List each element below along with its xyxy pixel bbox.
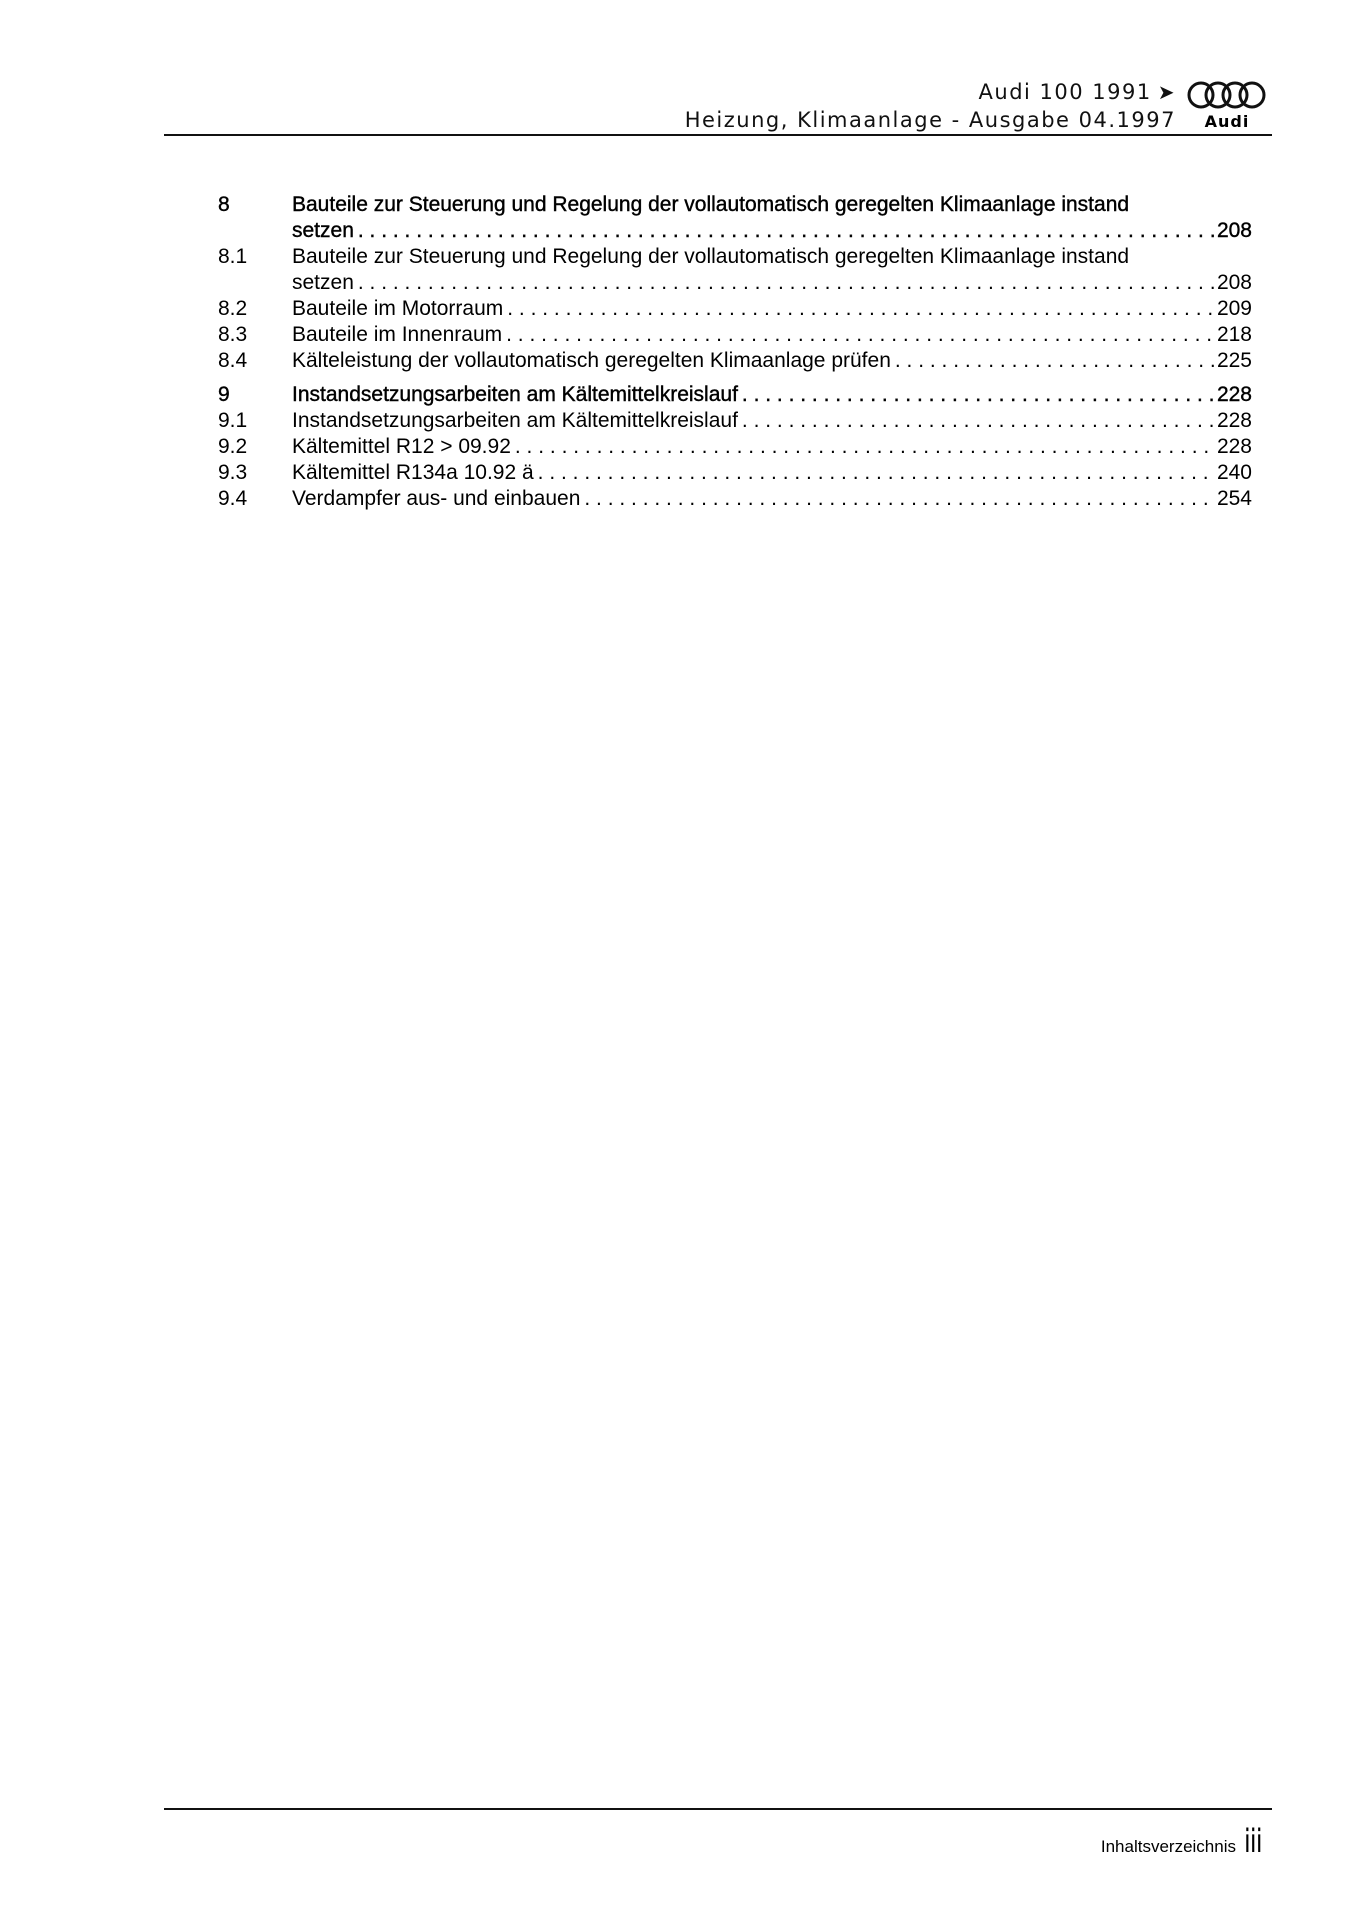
toc-entry-number: 9.4	[218, 487, 248, 510]
toc-entry-leader-line	[292, 348, 1252, 374]
toc-entry-title: setzen	[292, 219, 354, 242]
toc-dot-leader	[742, 382, 1215, 408]
page-footer	[1101, 1822, 1272, 1860]
toc-entry-body	[292, 348, 1252, 374]
footer-section-label: Inhaltsverzeichnis	[1100, 1837, 1236, 1856]
toc-entry-title: Instandsetzungsarbeiten am Kältemittelkreislauf	[292, 383, 738, 406]
toc-dot-leader	[742, 408, 1215, 434]
toc-entry[interactable]	[218, 348, 1252, 374]
header-subtitle: Heizung, Klimaanlage - Ausgabe 04.1997	[684, 108, 1176, 132]
header-divider	[164, 134, 1272, 136]
page-header	[164, 72, 1272, 138]
toc-entry-leader-line	[292, 296, 1252, 322]
toc-entry[interactable]	[218, 486, 1252, 512]
toc-entry-body	[292, 192, 1252, 244]
toc-entry-page: 225	[1216, 349, 1252, 372]
toc-dot-leader	[506, 322, 1215, 348]
toc-entry-page: 228	[1216, 409, 1252, 432]
toc-entry-title-line: Bauteile zur Steuerung und Regelung der vollautomatisch geregelten Klimaanlage instand	[292, 193, 1130, 216]
toc-entry-number: 8.2	[218, 297, 248, 320]
footer-page-number: iii	[1244, 1822, 1262, 1860]
toc-entry-leader-line	[292, 270, 1252, 296]
toc-entry[interactable]	[218, 296, 1252, 322]
toc-dot-leader	[515, 434, 1215, 460]
header-text	[685, 78, 1176, 134]
toc-entry-body	[292, 408, 1252, 434]
toc-entry-leader-line	[292, 382, 1252, 408]
four-rings-icon	[1182, 80, 1272, 112]
toc-entry-page: 218	[1216, 323, 1252, 346]
toc-entry-page: 240	[1216, 461, 1252, 484]
toc-entry[interactable]	[218, 460, 1252, 486]
toc-entry-page: 208	[1216, 271, 1252, 294]
toc-dot-leader	[358, 218, 1215, 244]
table-of-contents	[218, 192, 1252, 512]
brand-wordmark: Audi	[1204, 112, 1250, 131]
toc-entry-body	[292, 434, 1252, 460]
toc-entry-number: 8	[218, 193, 230, 216]
toc-entry-number: 8.1	[218, 245, 248, 268]
toc-entry-leader-line	[292, 218, 1252, 244]
toc-entry-body	[292, 296, 1252, 322]
toc-entry[interactable]	[218, 322, 1252, 348]
toc-dot-leader	[507, 296, 1215, 322]
toc-entry[interactable]	[218, 434, 1252, 460]
toc-entry-leader-line	[292, 434, 1252, 460]
toc-entry-number: 9.1	[218, 409, 248, 432]
header-model-text: Audi 100 1991	[978, 80, 1152, 104]
toc-entry-body	[292, 382, 1252, 408]
toc-entry-number: 9.2	[218, 435, 248, 458]
toc-entry-body	[292, 244, 1252, 296]
toc-entry[interactable]	[218, 244, 1252, 296]
toc-entry[interactable]	[218, 382, 1252, 408]
toc-entry-title-line: Bauteile zur Steuerung und Regelung der vollautomatisch geregelten Klimaanlage instand	[292, 245, 1130, 268]
footer-divider	[164, 1808, 1272, 1810]
toc-entry-page: 209	[1216, 297, 1252, 320]
toc-entry-title: Kälteleistung der vollautomatisch geregelten Klimaanlage prüfen	[292, 349, 891, 372]
toc-entry-leader-line	[292, 460, 1252, 486]
toc-entry-body	[292, 486, 1252, 512]
toc-entry-title: Instandsetzungsarbeiten am Kältemittelkreislauf	[292, 409, 738, 432]
toc-entry-page: 228	[1216, 383, 1252, 406]
toc-entry-title: Verdampfer aus- und einbauen	[292, 487, 581, 510]
toc-entry-title: Bauteile im Motorraum	[292, 297, 504, 320]
toc-entry-page: 208	[1216, 219, 1252, 242]
toc-entry-number: 9.3	[218, 461, 248, 484]
toc-entry-title: Bauteile im Innenraum	[292, 323, 503, 346]
toc-entry-number: 9	[218, 383, 230, 406]
toc-dot-leader	[584, 486, 1215, 512]
header-model-line	[685, 78, 1176, 106]
audi-logo	[1182, 80, 1272, 134]
toc-entry-title: Kältemittel R12 > 09.92	[292, 435, 511, 458]
toc-dot-leader	[895, 348, 1215, 374]
toc-entry-body	[292, 322, 1252, 348]
toc-dot-leader	[538, 460, 1215, 486]
toc-entry-page: 254	[1216, 487, 1252, 510]
toc-entry-leader-line	[292, 322, 1252, 348]
arrow-right-icon: ➤	[1157, 80, 1176, 104]
toc-entry-page: 228	[1216, 435, 1252, 458]
toc-entry-title: setzen	[292, 271, 354, 294]
toc-entry-title: Kältemittel R134a 10.92 ä	[292, 461, 534, 484]
toc-entry-leader-line	[292, 486, 1252, 512]
toc-entry-number: 8.4	[218, 349, 248, 372]
toc-entry-leader-line	[292, 408, 1252, 434]
toc-entry-number: 8.3	[218, 323, 248, 346]
toc-entry-body	[292, 460, 1252, 486]
toc-entry[interactable]	[218, 408, 1252, 434]
toc-dot-leader	[358, 270, 1215, 296]
toc-entry[interactable]	[218, 192, 1252, 244]
